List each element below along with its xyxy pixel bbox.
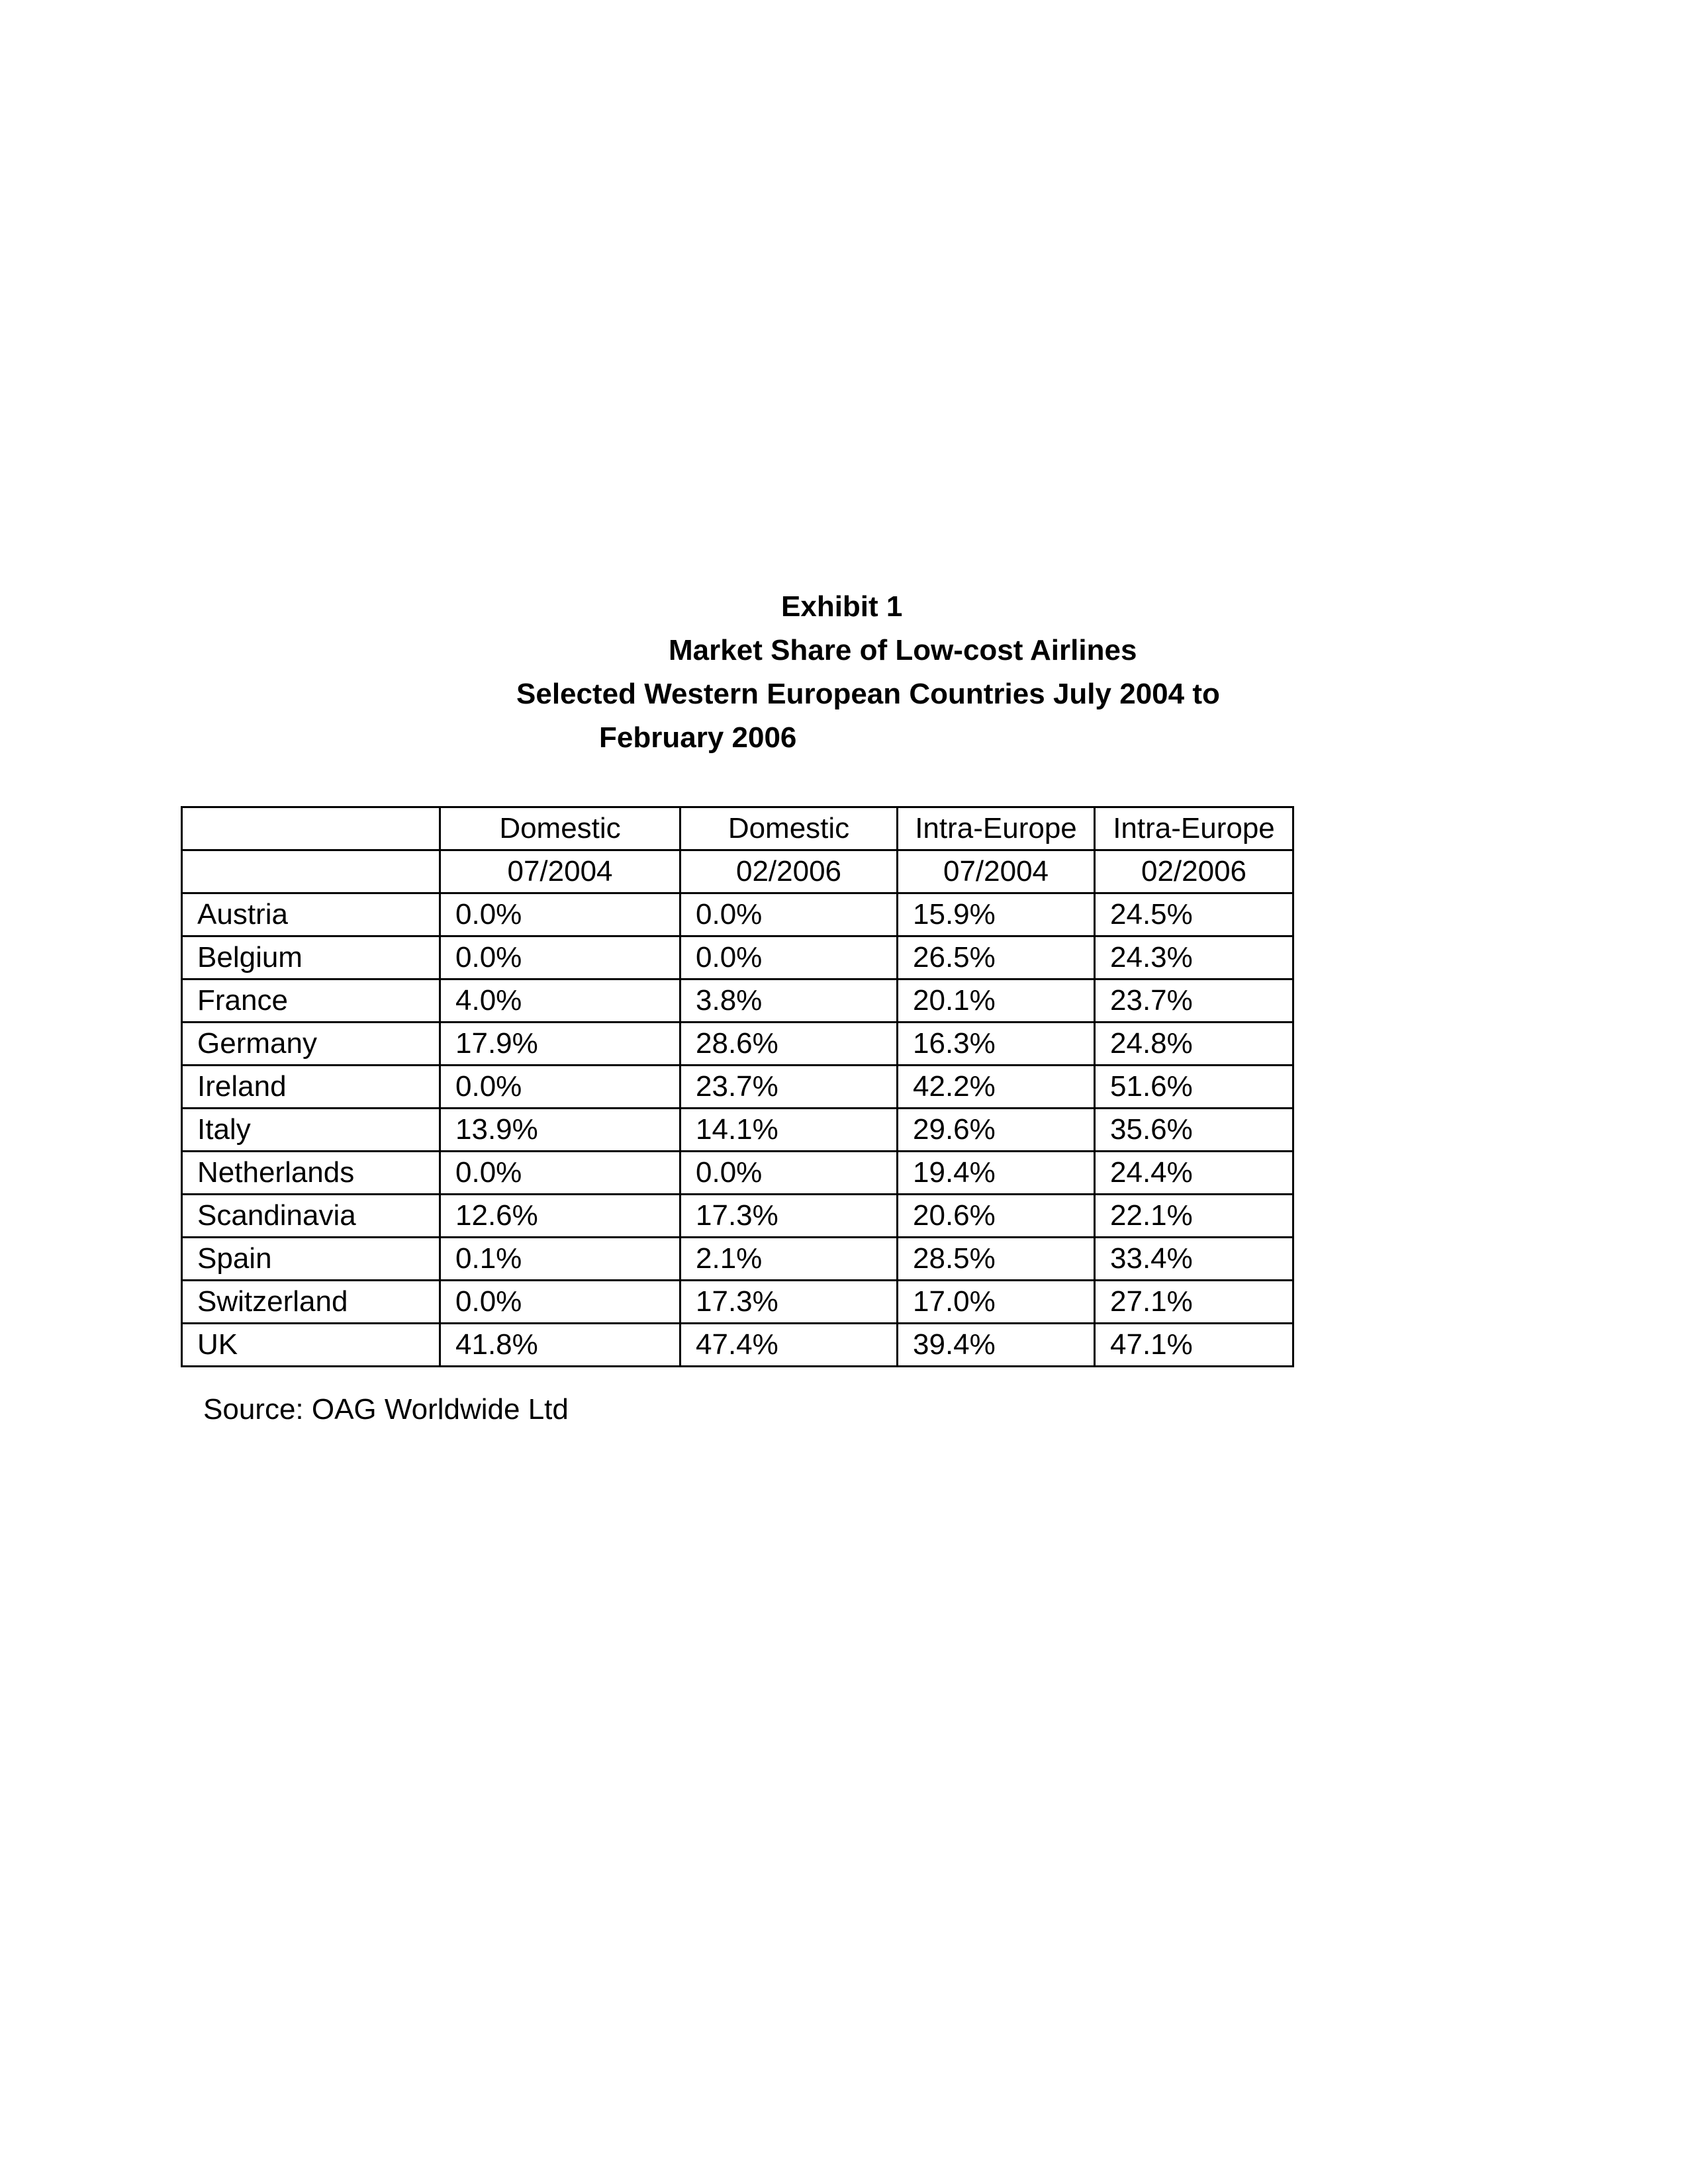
value-cell: 22.1% [1095, 1195, 1293, 1238]
country-cell: Ireland [182, 1066, 440, 1109]
value-cell: 14.1% [680, 1109, 898, 1152]
value-cell: 12.6% [440, 1195, 680, 1238]
value-cell: 17.3% [680, 1281, 898, 1324]
value-cell: 17.0% [898, 1281, 1095, 1324]
country-cell: Belgium [182, 936, 440, 979]
country-cell: Spain [182, 1238, 440, 1281]
value-cell: 24.3% [1095, 936, 1293, 979]
exhibit-label: Exhibit 1 [781, 590, 903, 623]
value-cell: 51.6% [1095, 1066, 1293, 1109]
table-row [182, 1324, 1293, 1367]
value-cell: 17.9% [440, 1023, 680, 1066]
value-cell: 2.1% [680, 1238, 898, 1281]
value-cell: 24.5% [1095, 893, 1293, 936]
table-header-row [182, 807, 1293, 850]
value-cell: 20.1% [898, 979, 1095, 1023]
table-row [182, 936, 1293, 979]
value-cell: 28.5% [898, 1238, 1095, 1281]
header-cell: Domestic [440, 807, 680, 850]
country-cell: Netherlands [182, 1152, 440, 1195]
market-share-table [181, 806, 1294, 1367]
table-header-row [182, 850, 1293, 893]
exhibit-subtitle-line-2: February 2006 [599, 721, 797, 754]
value-cell: 26.5% [898, 936, 1095, 979]
table-row [182, 1195, 1293, 1238]
table-row [182, 1238, 1293, 1281]
value-cell: 3.8% [680, 979, 898, 1023]
table-row [182, 1109, 1293, 1152]
value-cell: 27.1% [1095, 1281, 1293, 1324]
value-cell: 16.3% [898, 1023, 1095, 1066]
header-cell: Intra-Europe [898, 807, 1095, 850]
value-cell: 42.2% [898, 1066, 1095, 1109]
country-cell: Scandinavia [182, 1195, 440, 1238]
value-cell: 39.4% [898, 1324, 1095, 1367]
value-cell: 24.4% [1095, 1152, 1293, 1195]
header-cell: 02/2006 [1095, 850, 1293, 893]
value-cell: 35.6% [1095, 1109, 1293, 1152]
table-row [182, 1023, 1293, 1066]
table-row [182, 893, 1293, 936]
header-cell: Intra-Europe [1095, 807, 1293, 850]
country-cell: Switzerland [182, 1281, 440, 1324]
value-cell: 17.3% [680, 1195, 898, 1238]
table-row [182, 1281, 1293, 1324]
header-cell: Domestic [680, 807, 898, 850]
table-row [182, 1066, 1293, 1109]
value-cell: 0.0% [680, 893, 898, 936]
value-cell: 23.7% [1095, 979, 1293, 1023]
value-cell: 23.7% [680, 1066, 898, 1109]
header-cell: 07/2004 [440, 850, 680, 893]
value-cell: 0.0% [680, 1152, 898, 1195]
source-note: Source: OAG Worldwide Ltd [203, 1393, 569, 1426]
exhibit-subtitle-line-1: Selected Western European Countries July 2004 to [516, 678, 1220, 710]
value-cell: 28.6% [680, 1023, 898, 1066]
value-cell: 4.0% [440, 979, 680, 1023]
value-cell: 0.0% [440, 936, 680, 979]
value-cell: 20.6% [898, 1195, 1095, 1238]
value-cell: 19.4% [898, 1152, 1095, 1195]
value-cell: 41.8% [440, 1324, 680, 1367]
value-cell: 0.1% [440, 1238, 680, 1281]
value-cell: 0.0% [440, 1281, 680, 1324]
value-cell: 24.8% [1095, 1023, 1293, 1066]
value-cell: 33.4% [1095, 1238, 1293, 1281]
country-cell: Austria [182, 893, 440, 936]
country-cell: UK [182, 1324, 440, 1367]
value-cell: 47.1% [1095, 1324, 1293, 1367]
table-row [182, 1152, 1293, 1195]
header-cell: 02/2006 [680, 850, 898, 893]
country-cell: Italy [182, 1109, 440, 1152]
value-cell: 0.0% [440, 1066, 680, 1109]
country-cell: France [182, 979, 440, 1023]
value-cell: 0.0% [440, 1152, 680, 1195]
value-cell: 0.0% [680, 936, 898, 979]
table-row [182, 979, 1293, 1023]
header-cell [182, 807, 440, 850]
country-cell: Germany [182, 1023, 440, 1066]
value-cell: 15.9% [898, 893, 1095, 936]
value-cell: 13.9% [440, 1109, 680, 1152]
exhibit-title: Market Share of Low-cost Airlines [669, 634, 1137, 666]
value-cell: 29.6% [898, 1109, 1095, 1152]
value-cell: 0.0% [440, 893, 680, 936]
header-cell: 07/2004 [898, 850, 1095, 893]
header-cell [182, 850, 440, 893]
value-cell: 47.4% [680, 1324, 898, 1367]
